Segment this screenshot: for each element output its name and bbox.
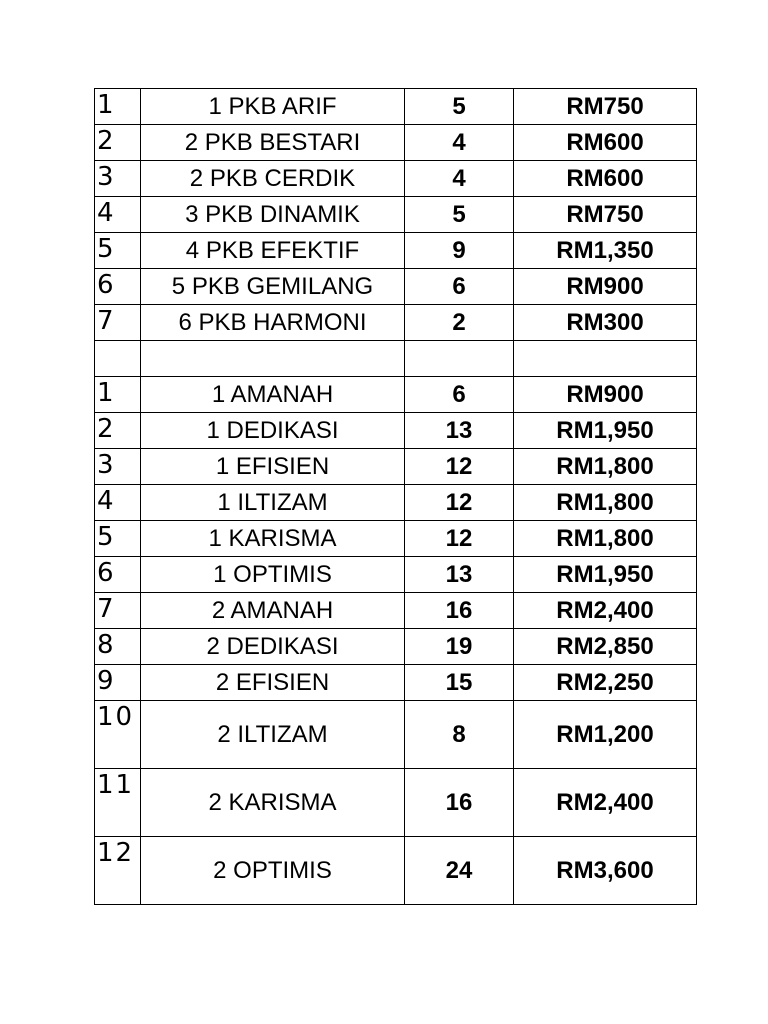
amount-cell: RM900	[514, 269, 697, 305]
class-amount-table	[94, 88, 697, 905]
table-row	[95, 377, 697, 413]
amount-cell: RM3,600	[514, 837, 697, 905]
class-name-cell: 2 AMANAH	[141, 593, 405, 629]
class-name-cell: 2 OPTIMIS	[141, 837, 405, 905]
table-row	[95, 269, 697, 305]
count-cell: 4	[405, 125, 514, 161]
row-number-cell: 3	[95, 161, 141, 197]
count-cell: 9	[405, 233, 514, 269]
count-cell: 13	[405, 413, 514, 449]
count-cell: 12	[405, 449, 514, 485]
class-name-cell: 6 PKB HARMONI	[141, 305, 405, 341]
table-row	[95, 197, 697, 233]
amount-cell: RM2,400	[514, 593, 697, 629]
amount-cell: RM1,800	[514, 449, 697, 485]
class-name-cell: 2 ILTIZAM	[141, 701, 405, 769]
table-row	[95, 449, 697, 485]
amount-cell: RM1,800	[514, 521, 697, 557]
amount-cell: RM1,950	[514, 413, 697, 449]
amount-cell: RM600	[514, 125, 697, 161]
table-row	[95, 521, 697, 557]
class-name-cell: 1 AMANAH	[141, 377, 405, 413]
table-row	[95, 485, 697, 521]
count-cell: 16	[405, 769, 514, 837]
table-row	[95, 125, 697, 161]
row-number-cell: 7	[95, 305, 141, 341]
amount-cell: RM2,250	[514, 665, 697, 701]
table-row	[95, 233, 697, 269]
row-number-cell: 8	[95, 629, 141, 665]
count-cell: 4	[405, 161, 514, 197]
table-row	[95, 837, 697, 905]
amount-cell: RM1,200	[514, 701, 697, 769]
empty-separator-row	[95, 341, 697, 377]
amount-cell	[514, 341, 697, 377]
row-number-cell: 4	[95, 197, 141, 233]
count-cell: 5	[405, 89, 514, 125]
amount-cell: RM300	[514, 305, 697, 341]
table-row	[95, 665, 697, 701]
row-number-cell: 2	[95, 413, 141, 449]
amount-cell: RM1,350	[514, 233, 697, 269]
class-name-cell	[141, 341, 405, 377]
table-row	[95, 305, 697, 341]
class-name-cell: 4 PKB EFEKTIF	[141, 233, 405, 269]
table-row	[95, 557, 697, 593]
table-row	[95, 769, 697, 837]
amount-cell: RM750	[514, 197, 697, 233]
class-name-cell: 3 PKB DINAMIK	[141, 197, 405, 233]
class-name-cell: 2 PKB CERDIK	[141, 161, 405, 197]
row-number-cell: 1	[95, 377, 141, 413]
row-number-cell: 7	[95, 593, 141, 629]
count-cell: 12	[405, 485, 514, 521]
class-name-cell: 1 DEDIKASI	[141, 413, 405, 449]
count-cell: 8	[405, 701, 514, 769]
class-name-cell: 2 KARISMA	[141, 769, 405, 837]
amount-cell: RM900	[514, 377, 697, 413]
amount-cell: RM1,800	[514, 485, 697, 521]
class-name-cell: 2 PKB BESTARI	[141, 125, 405, 161]
count-cell	[405, 341, 514, 377]
row-number-cell	[95, 341, 141, 377]
row-number-cell: 9	[95, 665, 141, 701]
row-number-cell: 4	[95, 485, 141, 521]
table-row	[95, 701, 697, 769]
class-name-cell: 5 PKB GEMILANG	[141, 269, 405, 305]
row-number-cell: 5	[95, 521, 141, 557]
class-name-cell: 2 EFISIEN	[141, 665, 405, 701]
class-name-cell: 1 KARISMA	[141, 521, 405, 557]
count-cell: 15	[405, 665, 514, 701]
count-cell: 6	[405, 269, 514, 305]
count-cell: 16	[405, 593, 514, 629]
class-name-cell: 1 PKB ARIF	[141, 89, 405, 125]
table-row	[95, 629, 697, 665]
table-row	[95, 89, 697, 125]
row-number-cell: 12	[95, 837, 141, 905]
table-body	[95, 89, 697, 905]
amount-cell: RM2,400	[514, 769, 697, 837]
count-cell: 19	[405, 629, 514, 665]
class-name-cell: 1 OPTIMIS	[141, 557, 405, 593]
row-number-cell: 11	[95, 769, 141, 837]
row-number-cell: 1	[95, 89, 141, 125]
row-number-cell: 10	[95, 701, 141, 769]
row-number-cell: 6	[95, 269, 141, 305]
amount-cell: RM600	[514, 161, 697, 197]
amount-cell: RM750	[514, 89, 697, 125]
class-name-cell: 1 EFISIEN	[141, 449, 405, 485]
count-cell: 5	[405, 197, 514, 233]
table-row	[95, 413, 697, 449]
row-number-cell: 5	[95, 233, 141, 269]
count-cell: 12	[405, 521, 514, 557]
row-number-cell: 3	[95, 449, 141, 485]
count-cell: 2	[405, 305, 514, 341]
row-number-cell: 6	[95, 557, 141, 593]
count-cell: 6	[405, 377, 514, 413]
class-name-cell: 2 DEDIKASI	[141, 629, 405, 665]
row-number-cell: 2	[95, 125, 141, 161]
table-row	[95, 593, 697, 629]
table-row	[95, 161, 697, 197]
amount-cell: RM1,950	[514, 557, 697, 593]
amount-cell: RM2,850	[514, 629, 697, 665]
class-name-cell: 1 ILTIZAM	[141, 485, 405, 521]
count-cell: 24	[405, 837, 514, 905]
count-cell: 13	[405, 557, 514, 593]
